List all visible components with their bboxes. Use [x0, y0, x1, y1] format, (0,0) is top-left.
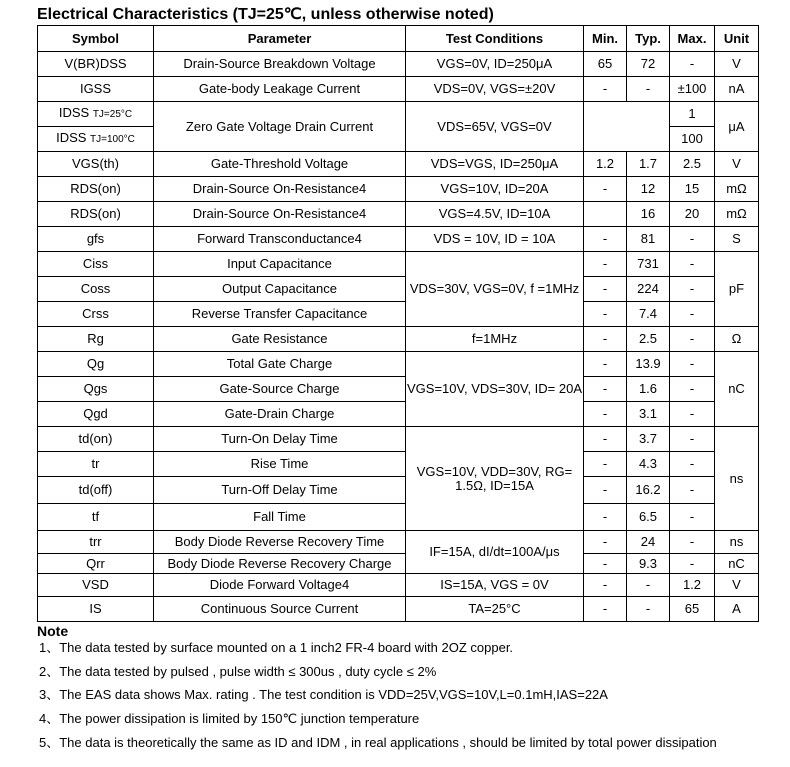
header-cell: Test Conditions — [406, 26, 584, 52]
max-cell: 1.2 — [670, 574, 715, 597]
unit-cell: ns — [715, 531, 759, 554]
min-cell: - — [584, 352, 627, 377]
table-row — [38, 352, 759, 377]
symbol-cell: Coss — [38, 277, 154, 302]
unit-cell: pF — [715, 252, 759, 327]
symbol-cell: Rg — [38, 327, 154, 352]
condition-cell: VGS=10V, VDS=30V, ID= 20A — [406, 352, 584, 427]
symbol-cell: RDS(on) — [38, 202, 154, 227]
condition-cell: VDS=30V, VGS=0V, f =1MHz — [406, 252, 584, 327]
min-cell: 1.2 — [584, 152, 627, 177]
max-cell: - — [670, 531, 715, 554]
typ-cell: 7.4 — [627, 302, 670, 327]
parameter-cell: Output Capacitance — [154, 277, 406, 302]
parameter-cell: Forward Transconductance4 — [154, 227, 406, 252]
max-cell: - — [670, 402, 715, 427]
symbol-cell: VGS(th) — [38, 152, 154, 177]
typ-cell: 1.6 — [627, 377, 670, 402]
parameter-cell: Turn-On Delay Time — [154, 427, 406, 452]
min-cell: - — [584, 452, 627, 477]
typ-cell: - — [627, 77, 670, 102]
symbol-cell: Qrr — [38, 554, 154, 574]
note-heading: Note — [37, 623, 69, 639]
condition-cell: VDS=VGS, ID=250μA — [406, 152, 584, 177]
max-cell: 1 — [670, 102, 715, 127]
unit-cell: V — [715, 152, 759, 177]
symbol-cell — [38, 127, 154, 152]
symbol-cell: RDS(on) — [38, 177, 154, 202]
notes-list — [39, 641, 717, 759]
table-row — [38, 152, 759, 177]
parameter-cell: Fall Time — [154, 504, 406, 531]
table-row — [38, 504, 759, 531]
symbol-subscript: TJ=100°C — [90, 134, 135, 145]
max-cell: - — [670, 227, 715, 252]
header-cell: Max. — [670, 26, 715, 52]
table-row — [38, 531, 759, 554]
max-cell: 20 — [670, 202, 715, 227]
max-cell: - — [670, 427, 715, 452]
parameter-cell: Turn-Off Delay Time — [154, 477, 406, 504]
parameter-cell: Gate Resistance — [154, 327, 406, 352]
symbol-cell: tr — [38, 452, 154, 477]
unit-cell: Ω — [715, 327, 759, 352]
condition-cell: VDS=0V, VGS=±20V — [406, 77, 584, 102]
unit-cell: S — [715, 227, 759, 252]
max-cell: - — [670, 452, 715, 477]
symbol-cell: Qgd — [38, 402, 154, 427]
max-cell: - — [670, 277, 715, 302]
unit-cell: μA — [715, 102, 759, 152]
unit-cell: nC — [715, 554, 759, 574]
condition-cell: TA=25°C — [406, 597, 584, 622]
condition-cell: VDS=65V, VGS=0V — [406, 102, 584, 152]
symbol-subscript: TJ=25°C — [92, 109, 133, 120]
max-cell: - — [670, 554, 715, 574]
min-cell: - — [584, 252, 627, 277]
table-row — [38, 452, 759, 477]
table-row — [38, 327, 759, 352]
max-cell: - — [670, 252, 715, 277]
max-cell: 2.5 — [670, 152, 715, 177]
unit-cell: V — [715, 574, 759, 597]
symbol-cell: Ciss — [38, 252, 154, 277]
table-row — [38, 252, 759, 277]
symbol-cell: gfs — [38, 227, 154, 252]
table-row — [38, 377, 759, 402]
min-cell: - — [584, 531, 627, 554]
min-cell: - — [584, 302, 627, 327]
parameter-cell: Gate-Source Charge — [154, 377, 406, 402]
min-cell: - — [584, 597, 627, 622]
max-cell: - — [670, 352, 715, 377]
condition-cell: IS=15A, VGS = 0V — [406, 574, 584, 597]
header-cell: Unit — [715, 26, 759, 52]
header-cell: Symbol — [38, 26, 154, 52]
symbol-cell: IGSS — [38, 77, 154, 102]
condition-cell: VGS=4.5V, ID=10A — [406, 202, 584, 227]
parameter-cell: Drain-Source On-Resistance4 — [154, 177, 406, 202]
typ-cell: 731 — [627, 252, 670, 277]
parameter-cell: Drain-Source Breakdown Voltage — [154, 52, 406, 77]
header-cell: Parameter — [154, 26, 406, 52]
min-cell: 65 — [584, 52, 627, 77]
min-cell: - — [584, 177, 627, 202]
max-cell: 65 — [670, 597, 715, 622]
typ-cell: 24 — [627, 531, 670, 554]
section-title: Electrical Characteristics (TJ=25℃, unless otherwise noted) — [37, 6, 494, 23]
max-cell: - — [670, 504, 715, 531]
note-item: 1、The data tested by surface mounted on a 1 inch2 FR-4 board with 2OZ copper. — [39, 640, 514, 655]
table-row — [38, 277, 759, 302]
symbol-text: IDSS — [58, 105, 90, 120]
electrical-characteristics-table — [37, 25, 759, 622]
max-cell: 15 — [670, 177, 715, 202]
parameter-cell: Body Diode Reverse Recovery Charge — [154, 554, 406, 574]
parameter-cell: Rise Time — [154, 452, 406, 477]
unit-cell: V — [715, 52, 759, 77]
min-cell: - — [584, 427, 627, 452]
condition-cell: VGS=10V, VDD=30V, RG= 1.5Ω, ID=15A — [406, 427, 584, 531]
note-item: 3、The EAS data shows Max. rating . The test condition is VDD=25V,VGS=10V,L=0.1mH,IAS=22A — [39, 687, 608, 703]
table-row — [38, 102, 759, 127]
note-item: 2、The data tested by pulsed , pulse width ≤ 300us , duty cycle ≤ 2% — [39, 663, 437, 679]
unit-cell: A — [715, 597, 759, 622]
typ-cell: 16 — [627, 202, 670, 227]
max-cell: - — [670, 302, 715, 327]
symbol-cell: tf — [38, 504, 154, 531]
typ-cell: 9.3 — [627, 554, 670, 574]
symbol-cell: td(off) — [38, 477, 154, 504]
parameter-cell: Diode Forward Voltage4 — [154, 574, 406, 597]
symbol-cell: VSD — [38, 574, 154, 597]
symbol-cell: Qgs — [38, 377, 154, 402]
parameter-cell: Input Capacitance — [154, 252, 406, 277]
unit-cell: ns — [715, 427, 759, 531]
parameter-cell: Continuous Source Current — [154, 597, 406, 622]
typ-cell: 16.2 — [627, 477, 670, 504]
symbol-cell — [38, 102, 154, 127]
typ-cell: 2.5 — [627, 327, 670, 352]
typ-cell: - — [627, 597, 670, 622]
min-cell: - — [584, 574, 627, 597]
table-row — [38, 77, 759, 102]
parameter-cell: Gate-body Leakage Current — [154, 77, 406, 102]
parameter-cell: Body Diode Reverse Recovery Time — [154, 531, 406, 554]
condition-cell: VDS = 10V, ID = 10A — [406, 227, 584, 252]
max-cell: - — [670, 477, 715, 504]
max-cell: - — [670, 327, 715, 352]
max-cell: ±100 — [670, 77, 715, 102]
typ-cell: 13.9 — [627, 352, 670, 377]
min-cell: - — [584, 377, 627, 402]
unit-cell: mΩ — [715, 202, 759, 227]
symbol-text: IDSS — [56, 130, 87, 145]
table-row — [38, 402, 759, 427]
table-row — [38, 202, 759, 227]
parameter-cell: Zero Gate Voltage Drain Current — [154, 102, 406, 152]
condition-cell: VGS=10V, ID=20A — [406, 177, 584, 202]
typ-cell: 6.5 — [627, 504, 670, 531]
unit-cell: nA — [715, 77, 759, 102]
note-item: 4、The power dissipation is limited by 150℃ junction temperature — [39, 711, 420, 727]
symbol-cell: IS — [38, 597, 154, 622]
unit-cell: nC — [715, 352, 759, 427]
symbol-cell: trr — [38, 531, 154, 554]
min-cell: - — [584, 227, 627, 252]
table-row — [38, 554, 759, 574]
min-cell: - — [584, 77, 627, 102]
typ-cell: 12 — [627, 177, 670, 202]
header-cell: Min. — [584, 26, 627, 52]
symbol-cell: td(on) — [38, 427, 154, 452]
min-cell: - — [584, 504, 627, 531]
typ-cell: 81 — [627, 227, 670, 252]
parameter-cell: Reverse Transfer Capacitance — [154, 302, 406, 327]
symbol-cell: V(BR)DSS — [38, 52, 154, 77]
min-cell: - — [584, 402, 627, 427]
typ-cell: 3.1 — [627, 402, 670, 427]
min-cell: - — [584, 277, 627, 302]
typ-cell: - — [627, 574, 670, 597]
table-row — [38, 302, 759, 327]
typ-cell: 224 — [627, 277, 670, 302]
note-item: 5、The data is theoretically the same as ID and IDM , in real applications , should be limited by total power dissipation — [39, 734, 717, 750]
table-header-row — [38, 26, 759, 52]
table-row — [38, 227, 759, 252]
parameter-cell: Gate-Threshold Voltage — [154, 152, 406, 177]
max-cell: 100 — [670, 127, 715, 152]
table-row — [38, 574, 759, 597]
table-row — [38, 177, 759, 202]
max-cell: - — [670, 52, 715, 77]
typ-cell: 72 — [627, 52, 670, 77]
table-row — [38, 52, 759, 77]
parameter-cell: Drain-Source On-Resistance4 — [154, 202, 406, 227]
unit-cell: mΩ — [715, 177, 759, 202]
min-typ-cell — [584, 102, 670, 152]
min-cell: - — [584, 477, 627, 504]
min-cell: - — [584, 327, 627, 352]
typ-cell: 3.7 — [627, 427, 670, 452]
parameter-cell: Gate-Drain Charge — [154, 402, 406, 427]
condition-cell: IF=15A, dI/dt=100A/μs — [406, 531, 584, 574]
condition-cell: VGS=0V, ID=250μA — [406, 52, 584, 77]
min-cell: - — [584, 554, 627, 574]
table-row — [38, 597, 759, 622]
symbol-cell: Qg — [38, 352, 154, 377]
symbol-cell: Crss — [38, 302, 154, 327]
max-cell: - — [670, 377, 715, 402]
table-row — [38, 477, 759, 504]
parameter-cell: Total Gate Charge — [154, 352, 406, 377]
min-cell — [584, 202, 627, 227]
condition-cell: f=1MHz — [406, 327, 584, 352]
typ-cell: 4.3 — [627, 452, 670, 477]
typ-cell: 1.7 — [627, 152, 670, 177]
table-row — [38, 427, 759, 452]
header-cell: Typ. — [627, 26, 670, 52]
